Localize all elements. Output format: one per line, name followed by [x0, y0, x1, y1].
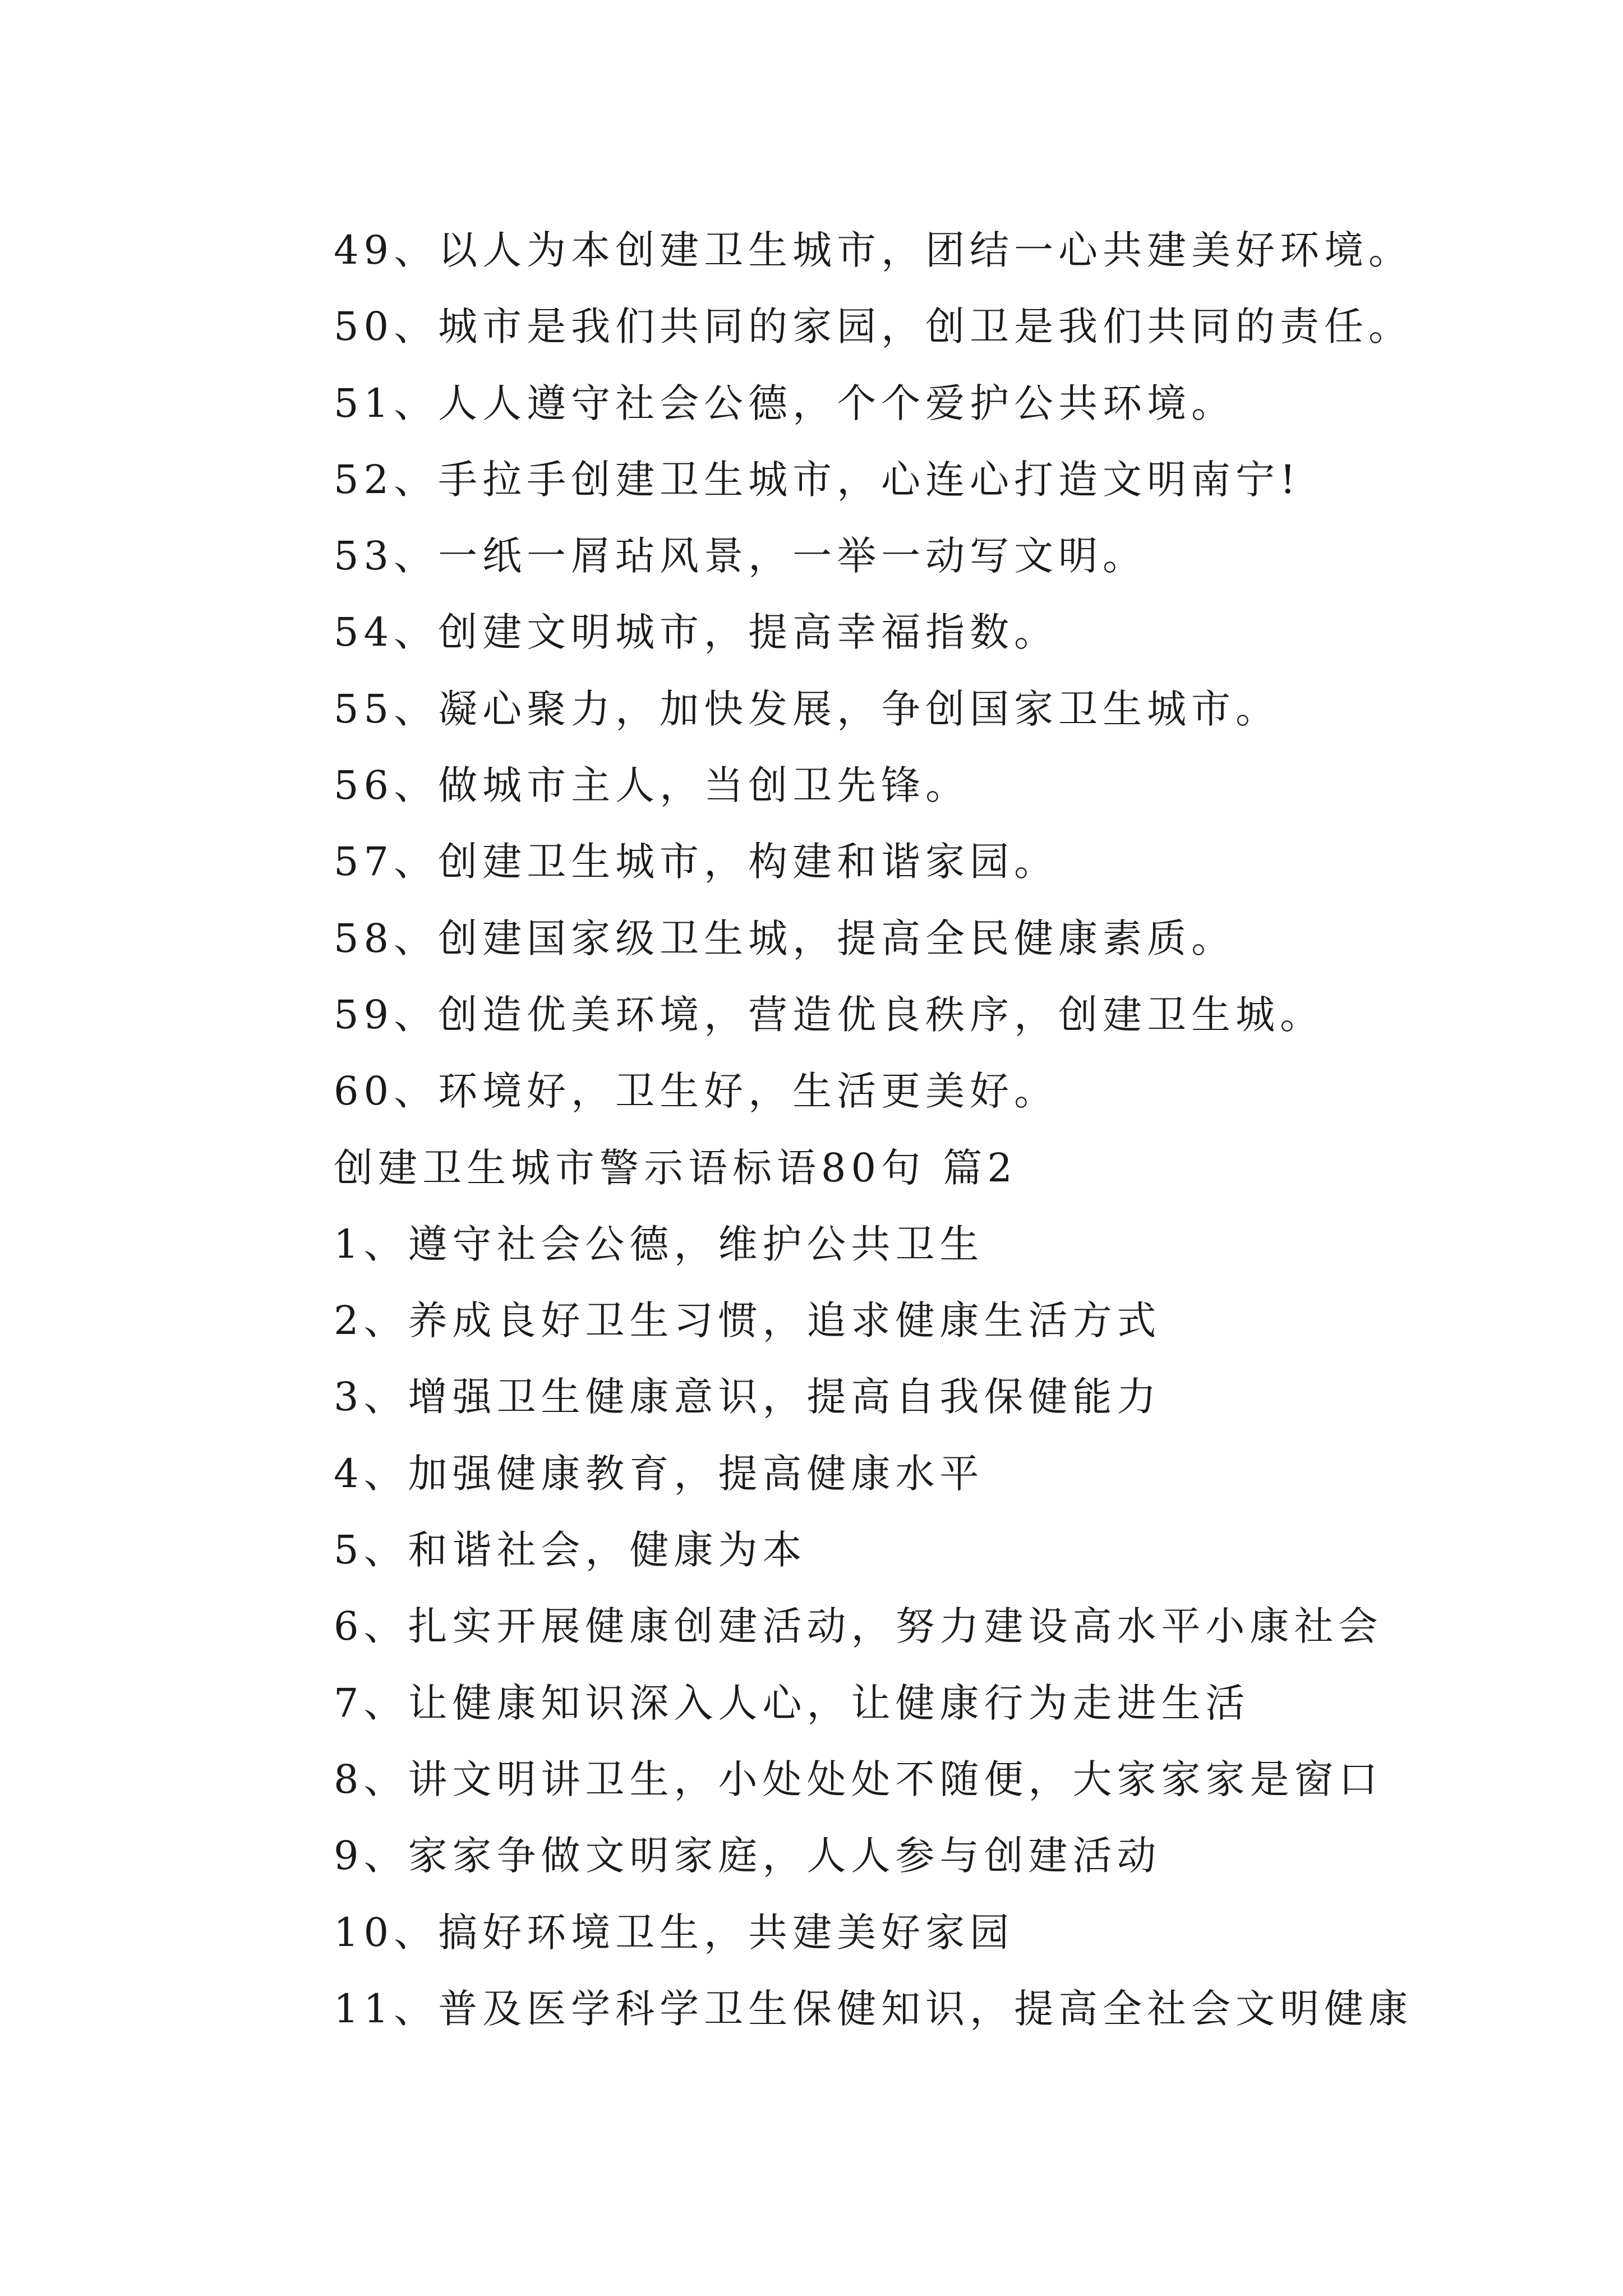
slogan-line-54: 54、创建文明城市，提高幸福指数。 [334, 609, 1059, 656]
slogan-line-58: 58、创建国家级卫生城，提高全民健康素质。 [334, 915, 1236, 961]
slogan-line-4: 4、加强健康教育，提高健康水平 [334, 1450, 984, 1497]
slogan-line-9: 9、家家争做文明家庭，人人参与创建活动 [334, 1833, 1161, 1879]
slogan-line-8: 8、讲文明讲卫生，小处处处不随便，大家家家是窗口 [334, 1756, 1383, 1802]
slogan-line-3: 3、增强卫生健康意识，提高自我保健能力 [334, 1374, 1161, 1420]
slogan-line-55: 55、凝心聚力，加快发展，争创国家卫生城市。 [334, 685, 1280, 732]
slogan-line-59: 59、创造优美环境，营造优良秩序，创建卫生城。 [334, 991, 1325, 1038]
slogan-line-5: 5、和谐社会，健康为本 [334, 1527, 807, 1573]
slogan-line-57: 57、创建卫生城市，构建和谐家园。 [334, 839, 1059, 885]
slogan-line-53: 53、一纸一屑玷风景，一举一动写文明。 [334, 533, 1147, 579]
slogan-line-56: 56、做城市主人，当创卫先锋。 [334, 762, 970, 809]
document-body [334, 212, 1539, 2047]
slogan-line-52: 52、手拉手创建卫生城市，心连心打造文明南宁! [334, 456, 1301, 503]
slogan-line-7: 7、让健康知识深入人心，让健康行为走进生活 [334, 1680, 1250, 1726]
slogan-line-49: 49、以人为本创建卫生城市，团结一心共建美好环境。 [334, 227, 1413, 273]
slogan-line-11: 11、普及医学科学卫生保健知识，提高全社会文明健康 [334, 1985, 1413, 2032]
slogan-line-6: 6、扎实开展健康创建活动，努力建设高水平小康社会 [334, 1603, 1383, 1650]
section-heading: 创建卫生城市警示语标语80句 篇2 [334, 1144, 1017, 1191]
slogan-line-2: 2、养成良好卫生习惯，追求健康生活方式 [334, 1297, 1161, 1344]
slogan-line-60: 60、环境好，卫生好，生活更美好。 [334, 1068, 1059, 1115]
slogan-line-50: 50、城市是我们共同的家园，创卫是我们共同的责任。 [334, 303, 1413, 350]
slogan-line-10: 10、搞好环境卫生，共建美好家园 [334, 1909, 1015, 1955]
slogan-line-1: 1、遵守社会公德，维护公共卫生 [334, 1221, 984, 1267]
slogan-line-51: 51、人人遵守社会公德，个个爱护公共环境。 [334, 380, 1236, 426]
